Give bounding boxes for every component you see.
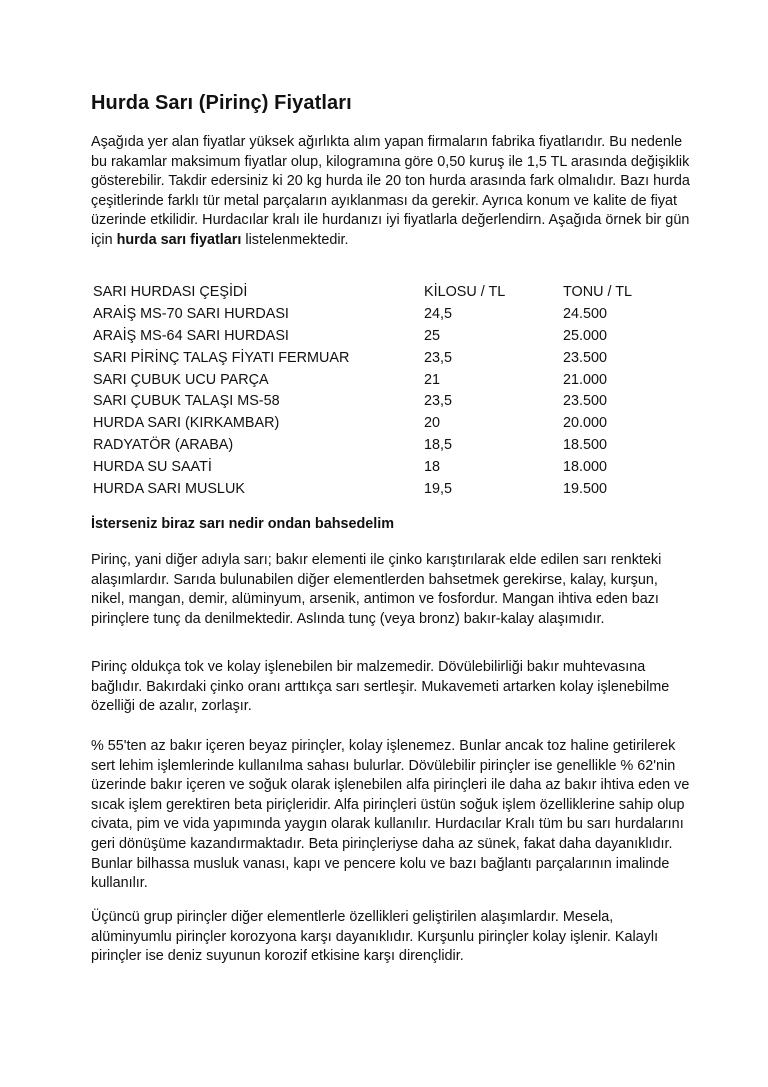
table-row <box>93 456 683 478</box>
row-ton-price: 18.500 <box>563 437 608 454</box>
row-kilo-price: 25 <box>424 327 441 344</box>
row-type: SARI ÇUBUK UCU PARÇA <box>93 371 269 388</box>
table-row <box>93 478 683 500</box>
row-type: SARI ÇUBUK TALAŞI MS-58 <box>93 393 280 410</box>
row-kilo-price: 24,5 <box>424 305 453 322</box>
row-type: HURDA SARI MUSLUK <box>93 480 245 497</box>
row-kilo-price: 20 <box>424 415 441 432</box>
table-row <box>93 412 683 434</box>
section-heading: İsterseniz biraz sarı nedir ondan bahsedelim <box>91 516 395 532</box>
row-type: RADYATÖR (ARABA) <box>93 437 234 454</box>
row-kilo-price: 23,5 <box>424 349 453 366</box>
intro-text-before: Aşağıda yer alan fiyatlar yüksek ağırlıkta alım yapan firmaların fabrika fiyatlarıdır. Bu nedenle bu rakamlar maksimum fiyatlar olup, kilogramına göre 0,50 kuruş ile 1,5 TL arasında değişiklik gösterebilir. Takdir edersiniz ki 20 kg hurda ile 20 ton hurda arasında fark olmalıdır. Bazı hurda çeşitlerinde farklı tür metal parçaların ayıklanması da gerekir. Ayrıca konum ve kalite de fiyat üzerinde etkilidir. Hurdacılar kralı ile hurdanızı iyi fiyatlarla değerlendirn. Aşağıda örnek bir gün için <box>91 134 690 248</box>
row-kilo-price: 21 <box>424 371 441 388</box>
row-ton-price: 23.500 <box>563 393 608 410</box>
paragraph-2: Pirinç oldukça tok ve kolay işlenebilen bir malzemedir. Dövülebilirliği bakır muhtevasına bağlıdır. Bakırdaki çinko oranı arttıkça sarı sertleşir. Mukavemeti artarken kolay işlenebilme özelliği de azalır, zorlaşır. <box>91 659 670 715</box>
paragraph-4: Üçüncü grup pirinçler diğer elementlerle özellikleri geliştirilen alaşımlardır. Mesela, alüminyumlu pirinçler korozyona karşı dayanıklıdır. Kurşunlu pirinçler kolay işlenir. Kalaylı pirinçler ise deniz suyunun korozif etkisine karşı dirençlidir. <box>91 909 659 965</box>
row-type: HURDA SARI (KIRKAMBAR) <box>93 415 280 432</box>
row-type: SARI PİRİNÇ TALAŞ FİYATI FERMUAR <box>93 349 350 366</box>
paragraph-1: Pirinç, yani diğer adıyla sarı; bakır elementi ile çinko karıştırılarak elde edilen sarı renkteki alaşımlardır. Sarıda bulunabilen diğer elementlerden bahsetmek gerekirse, kalay, kurşun, nikel, mangan, demir, alüminyum, arsenik, antimon ve fosfordur. Mangan ihtiva eden bazı pirinçlere tunç da denilmektedir. Aslında tunç (veya bronz) bakır-kalay alaşımıdır. <box>91 552 662 627</box>
header-type: SARI HURDASI ÇEŞİDİ <box>93 283 248 300</box>
row-ton-price: 18.000 <box>563 459 608 476</box>
row-ton-price: 25.000 <box>563 327 608 344</box>
row-kilo-price: 19,5 <box>424 480 453 497</box>
table-row <box>93 369 683 391</box>
header-ton-price: TONU / TL <box>563 283 633 300</box>
row-ton-price: 24.500 <box>563 305 608 322</box>
table-row <box>93 303 683 325</box>
table-row <box>93 390 683 412</box>
table-row <box>93 325 683 347</box>
row-ton-price: 20.000 <box>563 415 608 432</box>
intro-paragraph <box>91 133 691 251</box>
row-type: HURDA SU SAATİ <box>93 459 212 476</box>
table-row <box>93 347 683 369</box>
paragraph-3: % 55'ten az bakır içeren beyaz pirinçler, kolay işlenemez. Bunlar ancak toz haline getirilerek sert lehim işlemlerinde kullanılma sahası bulurlar. Dövülebilir pirinçler ise genellikle % 62'nin üzerinde bakır içeren ve soğuk olarak işlenebilen alfa pirinçleri ile daha az bakır ihtiva eden ve sıcak işlem gerektiren beta piriçleridir. Alfa pirinçleri üstün soğuk işlem özelliklerine sahip olup civata, pim ve vida yapımında yaygın olarak kullanılır. Hurdacılar Kralı tüm bu sarı hurdalarını geri dönüşüme kazandırmaktadır. Beta pirinçleriyse daha az sünek, fakat daha dayanıklıdır. Bunlar bilhassa musluk vanası, kapı ve pencere kolu ve bazı bağlantı parçalarının imalinde kullanılır. <box>91 738 690 892</box>
row-kilo-price: 23,5 <box>424 393 453 410</box>
row-kilo-price: 18 <box>424 459 441 476</box>
table-header-row <box>93 281 683 303</box>
price-table <box>93 281 683 500</box>
intro-bold-phrase: hurda sarı fiyatları <box>116 231 242 248</box>
header-kilo-price: KİLOSU / TL <box>424 283 506 300</box>
intro-text-after: listelenmektedir. <box>241 231 349 248</box>
row-ton-price: 23.500 <box>563 349 608 366</box>
row-ton-price: 21.000 <box>563 371 608 388</box>
row-kilo-price: 18,5 <box>424 437 453 454</box>
table-row <box>93 434 683 456</box>
row-type: ARAİŞ MS-64 SARI HURDASI <box>93 327 289 344</box>
row-type: ARAİŞ MS-70 SARI HURDASI <box>93 305 289 322</box>
page-title: Hurda Sarı (Pirinç) Fiyatları <box>91 92 352 114</box>
row-ton-price: 19.500 <box>563 480 608 497</box>
